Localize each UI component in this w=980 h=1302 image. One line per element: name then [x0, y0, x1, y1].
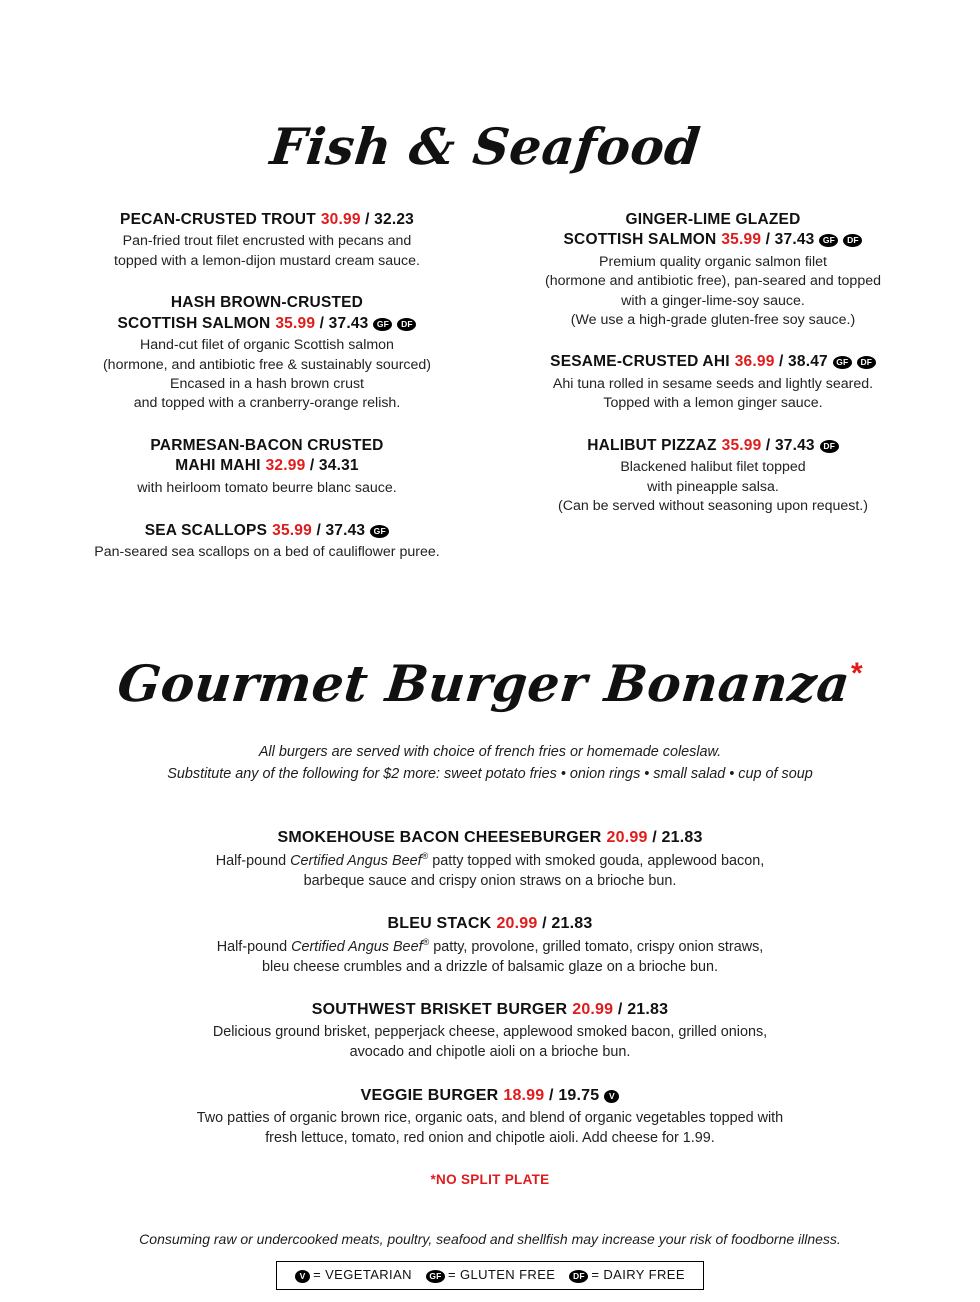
menu-item-description-line: Ahi tuna rolled in sesame seeds and lightly seared.: [552, 376, 874, 393]
menu-item: [508, 352, 918, 413]
menu-item-name-line: PARMESAN-BACON CRUSTED: [150, 436, 384, 454]
menu-item-name: [110, 999, 870, 1020]
menu-item-description: [508, 253, 918, 330]
menu-item-description: [110, 1022, 870, 1062]
diet-badge-df: DF: [857, 356, 876, 369]
menu-item-name-line: HALIBUT PIZZAZ 35.99 / 37.43 DF: [508, 436, 918, 457]
menu-item-name: [62, 521, 472, 542]
menu-item-price: 18.99: [503, 1086, 545, 1104]
burger-subtitle-line: All burgers are served with choice of french fries or homemade coleslaw.: [258, 744, 722, 761]
menu-item: [62, 521, 472, 563]
menu-item-name: [62, 210, 472, 231]
menu-item-price-alt: / 38.47: [774, 353, 828, 371]
diet-badge-gf: GF: [370, 525, 389, 538]
burger-subtitle-line: Substitute any of the following for $2 more: sweet potato fries • onion rings • small salad • cup of soup: [167, 765, 813, 782]
menu-item-description-line: Blackened halibut filet topped: [620, 459, 806, 476]
legend-label: = DAIRY FREE: [591, 1267, 685, 1283]
menu-item: [508, 436, 918, 517]
menu-item-description-line: Premium quality organic salmon filet: [599, 254, 827, 271]
menu-item-price-alt: / 37.43: [311, 521, 366, 539]
menu-item-description-line: fresh lettuce, tomato, red onion and chipotle aioli. Add cheese for 1.99.: [265, 1130, 715, 1147]
menu-item-price: 35.99: [721, 231, 762, 249]
menu-item-name-line: PECAN-CRUSTED TROUT 30.99 / 32.23: [120, 210, 414, 228]
menu-item-price-alt: / 21.83: [537, 915, 593, 933]
seafood-section-title: Fish & Seafood: [267, 116, 704, 176]
menu-item-description-line: (hormone, and antibiotic free & sustainably sourced): [102, 356, 432, 373]
menu-item: [62, 436, 472, 499]
menu-item: [110, 913, 870, 977]
legend-label: = GLUTEN FREE: [447, 1267, 556, 1283]
menu-item-description-line: with heirloom tomato beurre blanc sauce.: [137, 480, 397, 497]
burger-title-text: Gourmet Burger Bonanza: [114, 653, 854, 713]
menu-item-name-line: SESAME-CRUSTED AHI 36.99 / 38.47 GF DF: [508, 352, 918, 373]
menu-item-name-line: MAHI MAHI 32.99 / 34.31: [175, 457, 359, 475]
menu-item-price-alt: / 19.75: [544, 1086, 600, 1104]
health-disclaimer: Consuming raw or undercooked meats, poultry, seafood and shellfish may increase your risk of foodborne illness.: [139, 1231, 841, 1248]
menu-item-price: 30.99: [320, 210, 361, 228]
menu-item: [110, 999, 870, 1063]
seafood-two-column-layout: [0, 210, 980, 563]
menu-item-name: [508, 436, 918, 457]
menu-item-description-line: bleu cheese crumbles and a drizzle of balsamic glaze on a brioche bun.: [262, 958, 718, 975]
menu-item-description: [110, 1108, 870, 1148]
menu-item-name: [62, 436, 472, 478]
menu-item-description: [62, 543, 472, 562]
menu-item-price-alt: / 21.83: [647, 829, 703, 847]
menu-item-description: [110, 937, 870, 977]
menu-item-description-line: with pineapple salsa.: [647, 478, 779, 495]
menu-item-name-line: HASH BROWN-CRUSTED: [170, 293, 364, 311]
menu-item-name: [508, 352, 918, 373]
seafood-left-column: [62, 210, 490, 563]
menu-item-price-alt: / 34.31: [305, 457, 359, 475]
menu-item-name-line: SCOTTISH SALMON 35.99 / 37.43 GF DF: [62, 314, 472, 335]
menu-item-description: [62, 336, 472, 413]
burger-section-title: Gourmet Burger Bonanza*: [114, 653, 864, 713]
menu-item-name: [62, 293, 472, 335]
diet-badge-gf: GF: [426, 1270, 445, 1283]
menu-item-name: [110, 1085, 870, 1106]
menu-item-price: 32.99: [265, 457, 306, 475]
menu-item-price: 36.99: [734, 353, 775, 371]
menu-item-price: 20.99: [496, 915, 538, 933]
menu-item-description-line: (Can be served without seasoning upon request.): [558, 498, 868, 515]
menu-item-price: 35.99: [272, 521, 312, 539]
diet-badge-v: V: [295, 1270, 310, 1283]
menu-item-description-line: Pan-fried trout filet encrusted with pecans and: [122, 233, 412, 250]
menu-item-description: [110, 851, 870, 891]
burger-subtitle: [0, 742, 980, 785]
menu-item-description-line: (We use a high-grade gluten-free soy sauce.): [570, 311, 856, 328]
menu-item-description: [62, 232, 472, 271]
menu-item-name-line: BLEU STACK 20.99 / 21.83: [387, 915, 593, 933]
menu-item-price: 35.99: [721, 436, 762, 454]
burger-item-list: [0, 827, 980, 1148]
menu-item-description: [508, 375, 918, 414]
menu-item-description-line: Half-pound Certified Angus Beef® patty, provolone, grilled tomato, crispy onion straws,: [216, 936, 764, 955]
menu-item: [62, 293, 472, 414]
burger-section: [0, 653, 980, 1188]
menu-item-name: [508, 210, 918, 252]
menu-item-name-line: VEGGIE BURGER 18.99 / 19.75 V: [110, 1085, 870, 1106]
menu-item: [110, 827, 870, 891]
menu-item-price: 20.99: [572, 1000, 614, 1018]
diet-badge-gf: GF: [373, 318, 392, 331]
menu-item-description: [62, 479, 472, 498]
menu-item-description-line: and topped with a cranberry-orange relish.: [133, 395, 401, 412]
menu-item-description-line: with a ginger-lime-soy sauce.: [621, 292, 805, 309]
menu-item-description-line: Half-pound Certified Angus Beef® patty topped with smoked gouda, applewood bacon,: [215, 850, 765, 869]
menu-item-description-line: topped with a lemon-dijon mustard cream sauce.: [114, 252, 420, 269]
diet-badge-gf: GF: [833, 356, 852, 369]
menu-item-name: [110, 913, 870, 934]
legend-label: = VEGETARIAN: [313, 1267, 412, 1283]
menu-item-price: 35.99: [275, 314, 316, 332]
diet-badge-df: DF: [569, 1270, 588, 1283]
menu-item-description-line: barbeque sauce and crispy onion straws on a brioche bun.: [303, 872, 677, 889]
dietary-legend: [276, 1261, 704, 1290]
menu-item-description-line: Delicious ground brisket, pepperjack cheese, applewood smoked bacon, grilled onions,: [212, 1024, 768, 1041]
menu-item-description-line: Two patties of organic brown rice, organic oats, and blend of organic vegetables topped with: [196, 1110, 784, 1126]
menu-item-name: [110, 827, 870, 848]
menu-item: [508, 210, 918, 331]
diet-badge-v: V: [604, 1090, 619, 1103]
menu-item-description: [508, 458, 918, 516]
menu-item-description-line: Topped with a lemon ginger sauce.: [603, 395, 823, 412]
diet-badge-df: DF: [397, 318, 416, 331]
menu-item: [110, 1085, 870, 1149]
menu-item-price-alt: / 37.43: [315, 314, 369, 332]
diet-badge-gf: GF: [819, 234, 838, 247]
menu-item: [62, 210, 472, 271]
menu-item-description-line: (hormone and antibiotic free), pan-seared and topped: [545, 273, 881, 290]
menu-item-price-alt: / 37.43: [761, 231, 815, 249]
menu-item-price-alt: / 21.83: [613, 1000, 669, 1018]
menu-item-price-alt: / 32.23: [360, 210, 414, 228]
legend-container: [0, 1261, 980, 1290]
menu-item-name-line: SOUTHWEST BRISKET BURGER 20.99 / 21.83: [311, 1000, 669, 1018]
menu-item-description-line: Hand-cut filet of organic Scottish salmon: [140, 337, 394, 354]
menu-item-name-line: SEA SCALLOPS 35.99 / 37.43 GF: [62, 521, 472, 542]
seafood-right-column: [490, 210, 918, 563]
menu-item-name-line: SMOKEHOUSE BACON CHEESEBURGER 20.99 / 21.83: [277, 829, 703, 847]
diet-badge-df: DF: [843, 234, 862, 247]
diet-badge-df: DF: [820, 440, 839, 453]
menu-item-name-line: SCOTTISH SALMON 35.99 / 37.43 GF DF: [508, 230, 918, 251]
no-split-plate-note: *NO SPLIT PLATE: [430, 1172, 550, 1188]
menu-item-description-line: avocado and chipotle aioli on a brioche bun.: [349, 1044, 631, 1061]
menu-item-name-line: GINGER-LIME GLAZED: [625, 210, 801, 228]
menu-item-description-line: Encased in a hash brown crust: [169, 376, 364, 393]
menu-page: [0, 34, 980, 1302]
menu-item-price: 20.99: [606, 829, 648, 847]
menu-item-price-alt: / 37.43: [761, 436, 815, 454]
menu-item-description-line: Pan-seared sea scallops on a bed of cauliflower puree.: [94, 544, 440, 561]
